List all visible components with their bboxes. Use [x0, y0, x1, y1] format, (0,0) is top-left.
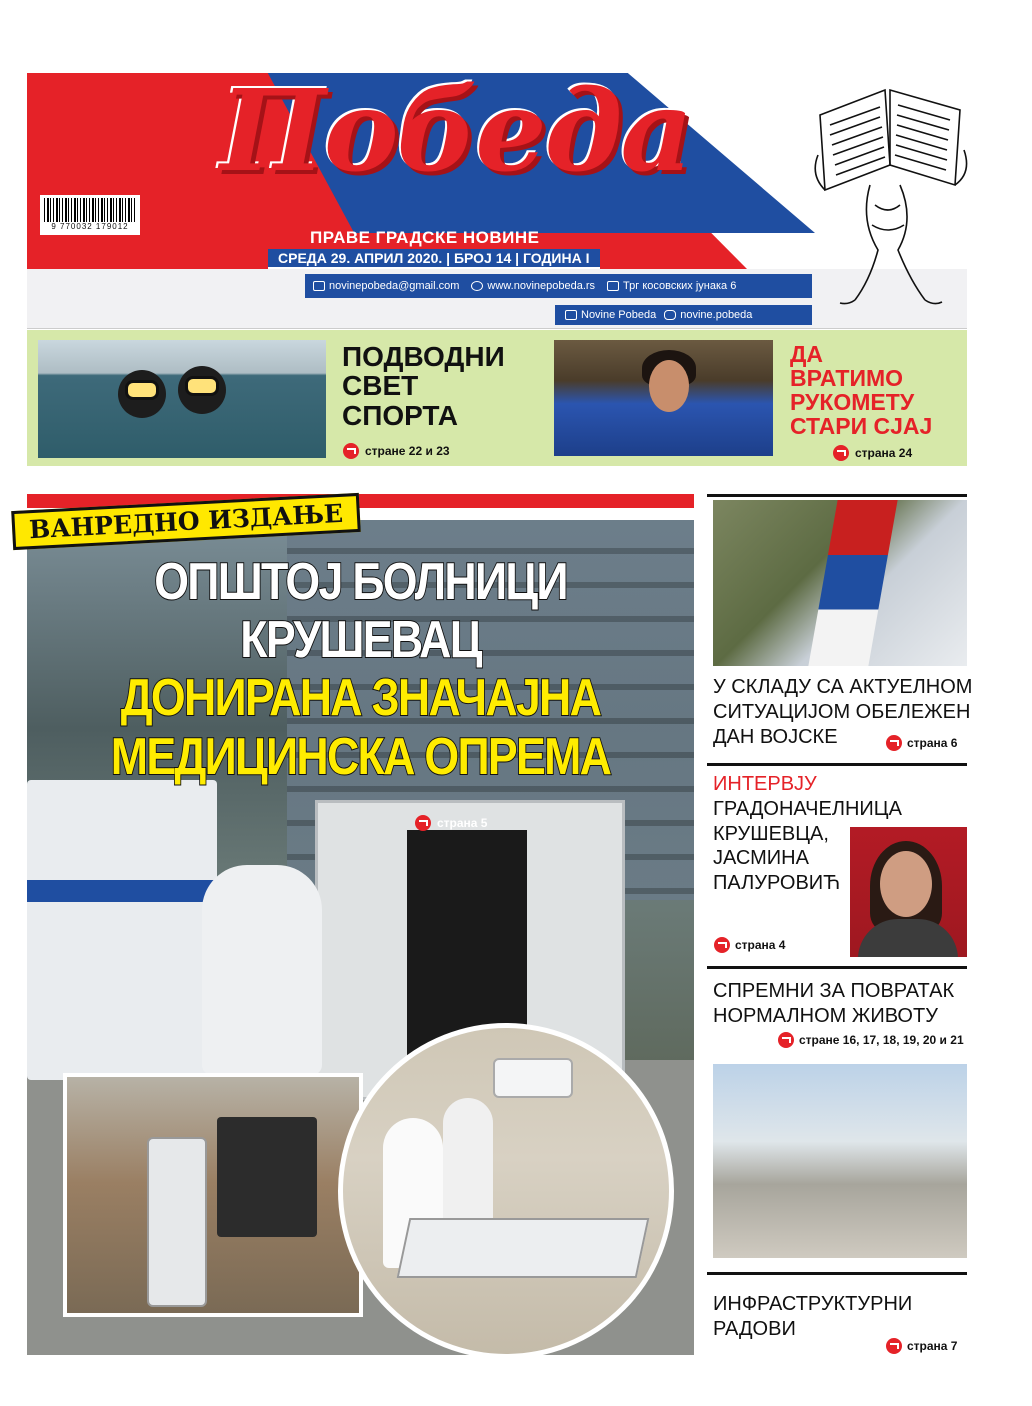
promo-right-ref-text: страна 24 [855, 446, 913, 460]
side-rule-1 [707, 494, 967, 497]
xray-arm [493, 1058, 573, 1098]
inset-xray-photo[interactable] [338, 1023, 674, 1359]
issue-line: СРЕДА 29. АПРИЛ 2020. | БРОЈ 14 | ГОДИНА I [268, 249, 600, 269]
side-story-3-ref[interactable] [778, 1032, 964, 1048]
social-bar [555, 305, 812, 325]
headline-yellow-line: МЕДИЦИНСКА ОПРЕМА [110, 727, 611, 786]
side-story-4-ref-text: страна 7 [907, 1339, 958, 1353]
side-rule-4 [707, 1272, 967, 1275]
side-story-2-line: ЈАСМИНА [713, 847, 809, 870]
contact-email[interactable] [313, 280, 459, 292]
instagram-text: novine.pobeda [680, 309, 753, 321]
newspaper-logo: Победа [220, 66, 692, 197]
facebook-icon [565, 310, 577, 320]
barcode-number: 9 770032 179012 [51, 222, 129, 231]
ultrasound-unit [217, 1117, 317, 1237]
main-page-ref-text: страна 5 [437, 816, 488, 830]
main-headline[interactable] [74, 553, 648, 786]
promo-right-line: РУКОМЕТУ [790, 389, 915, 416]
person-in-protective-suit [202, 865, 322, 1075]
portrait-face [880, 851, 932, 917]
mail-icon [313, 281, 325, 291]
promo-left-ref[interactable] [343, 443, 450, 459]
promo-left-line: СВЕТ [342, 370, 419, 402]
ambulance-stripe [27, 880, 217, 902]
ambulance [27, 780, 217, 1080]
main-page-ref[interactable] [415, 815, 487, 831]
side-rule-2 [707, 763, 967, 766]
globe-icon [471, 281, 483, 291]
instagram-icon [664, 310, 676, 320]
army-day-photo[interactable] [713, 500, 967, 666]
promo-right-line: ДА [790, 341, 823, 367]
medical-cart [147, 1137, 207, 1307]
side-story-1-ref-text: страна 6 [907, 736, 958, 750]
promo-right-line: СТАРИ СЈАЈ [790, 413, 933, 440]
headline-white-line: ОПШТОЈ БОЛНИЦИ [154, 553, 567, 611]
side-story-4-line: РАДОВИ [713, 1317, 796, 1340]
headline-yellow-line: ДОНИРАНА ЗНАЧАЈНА [120, 669, 601, 728]
promo-diving-photo[interactable] [38, 340, 326, 458]
promo-left-ref-text: стране 22 и 23 [365, 444, 450, 458]
website-text: www.novinepobeda.rs [487, 280, 596, 292]
page-arrow-icon [714, 937, 730, 953]
page-arrow-icon [833, 445, 849, 461]
side-story-2-line: КРУШЕВЦА, [713, 822, 829, 845]
side-story-2-line: ПАЛУРОВИЋ [713, 872, 841, 895]
diver-2-mask [185, 376, 219, 396]
barcode [40, 195, 140, 235]
page-arrow-icon [343, 443, 359, 459]
instagram-link[interactable] [664, 309, 752, 321]
facebook-link[interactable] [565, 309, 656, 321]
side-story-1-ref[interactable] [886, 735, 957, 751]
newspaper-reader-illustration [800, 55, 980, 315]
side-story-2-ref[interactable] [714, 937, 785, 953]
side-story-1-line: СИТУАЦИЈОМ ОБЕЛЕЖЕН [713, 700, 971, 723]
side-story-4-ref[interactable] [886, 1338, 957, 1354]
headline-white-line: КРУШЕВАЦ [240, 611, 481, 670]
address-text: Трг косовских јунака 6 [623, 280, 737, 292]
barcode-bars [44, 198, 136, 222]
diver-1-mask [125, 380, 159, 400]
side-story-2-line: ГРАДОНАЧЕЛНИЦА [713, 797, 902, 820]
mayor-portrait[interactable] [850, 827, 967, 957]
facebook-text: Novine Pobeda [581, 309, 657, 321]
staff-member-2 [443, 1098, 493, 1238]
xray-table [397, 1218, 650, 1278]
promo-left-line: СПОРТА [342, 399, 458, 431]
email-text: novinepobeda@gmail.com [329, 280, 460, 292]
page-arrow-icon [886, 735, 902, 751]
contact-bar [305, 274, 812, 298]
side-story-3-title[interactable] [713, 979, 954, 1029]
promo-right-title[interactable] [790, 342, 932, 439]
side-story-1-line: ДАН ВОЈСКЕ [713, 725, 838, 748]
location-icon [607, 281, 619, 291]
page-arrow-icon [778, 1032, 794, 1048]
promo-right-line: ВРАТИМО [790, 365, 904, 392]
side-story-3-line: СПРЕМНИ ЗА ПОВРАТАК [713, 980, 955, 1002]
interview-kicker: ИНТЕРВЈУ [713, 773, 817, 795]
side-story-4-title[interactable] [713, 1292, 912, 1342]
special-edition-badge: ВАНРЕДНО ИЗДАЊЕ [11, 493, 361, 550]
side-story-3-ref-text: стране 16, 17, 18, 19, 20 и 21 [799, 1033, 964, 1047]
tagline: ПРАВЕ ГРАДСКЕ НОВИНЕ [310, 228, 540, 247]
promo-left-line: ПОДВОДНИ [342, 341, 505, 372]
side-story-4-line: ИНФРАСТРУКТУРНИ [713, 1293, 913, 1315]
contact-address [607, 280, 736, 292]
serbian-flag [808, 500, 897, 666]
page-arrow-icon [415, 815, 431, 831]
page-arrow-icon [886, 1338, 902, 1354]
side-story-1-line: У СКЛАДУ СА АКТУЕЛНОМ [713, 676, 973, 698]
contact-website[interactable] [471, 280, 595, 292]
town-street-photo[interactable] [713, 1064, 967, 1258]
side-story-3-line: НОРМАЛНОМ ЖИВОТУ [713, 1004, 938, 1027]
player-face [649, 360, 689, 412]
promo-handball-photo[interactable] [554, 340, 773, 456]
promo-right-ref[interactable] [833, 445, 912, 461]
inset-ultrasound-photo[interactable] [63, 1073, 363, 1317]
side-rule-3 [707, 966, 967, 969]
side-story-2-ref-text: страна 4 [735, 938, 786, 952]
promo-left-title[interactable] [342, 342, 505, 430]
